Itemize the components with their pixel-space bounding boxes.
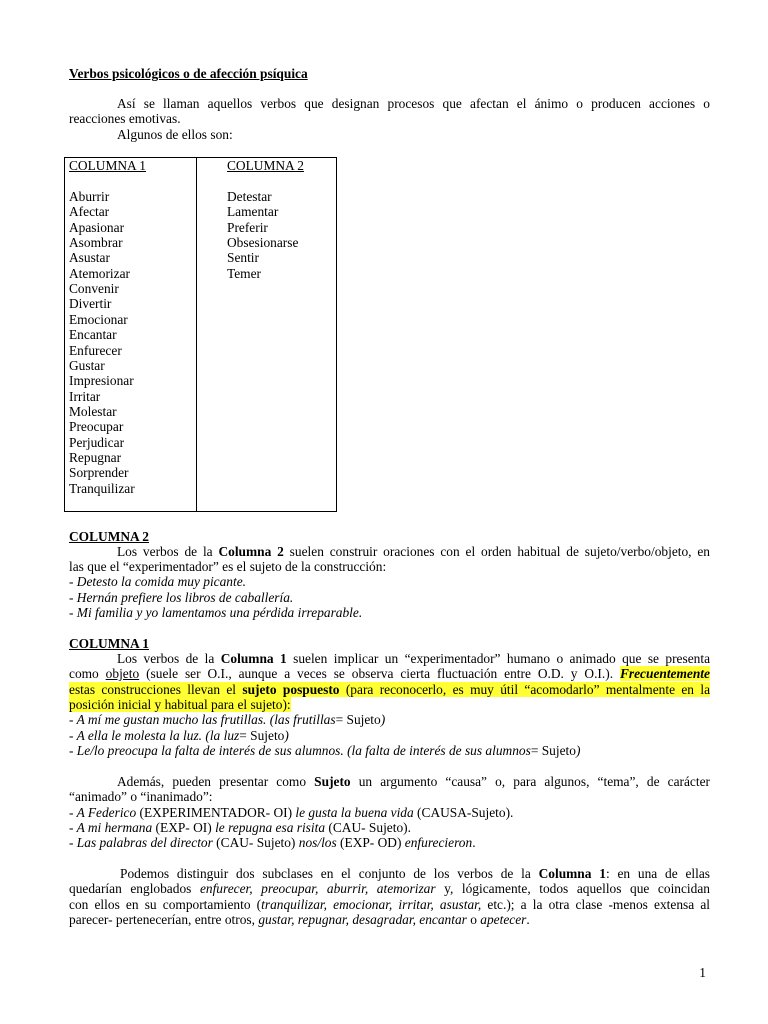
section-columna2-heading: COLUMNA 2 <box>69 529 149 544</box>
section-columna2-example: - Mi familia y yo lamentamos una pérdida irreparable. <box>69 605 363 620</box>
verb-item: Encantar <box>69 327 117 343</box>
verb-item: Detestar <box>227 189 272 204</box>
causa-example: - A mi hermana (EXP- OI) le repugna esa risita (CAU- Sujeto). <box>69 820 411 835</box>
verb-item: Aburrir <box>69 189 110 204</box>
verb-item: Sentir <box>227 250 259 266</box>
section-columna1-example: - Le/lo preocupa la falta de interés de sus alumnos. (la falta de interés de sus alumnos= Sujeto) <box>69 743 581 758</box>
verb-item: Asombrar <box>69 235 123 251</box>
verb-item: Temer <box>227 265 262 281</box>
verb-item: Lamentar <box>227 204 279 220</box>
verb-item: Perjudicar <box>69 434 125 450</box>
section-columna2-example: - Detesto la comida muy picante. <box>69 574 247 589</box>
verb-item: Apasionar <box>69 219 125 235</box>
intro-paragraph-line1: Así se llaman aquellos verbos que designan procesos que afectan el ánimo o producen acciones o <box>117 96 710 111</box>
section-columna1-heading: COLUMNA 1 <box>69 636 149 651</box>
intro-list-lead: Algunos de ellos son: <box>117 127 233 142</box>
verb-item: Sorprender <box>69 465 129 481</box>
causa-example: - Las palabras del director (CAU- Sujeto) nos/los (EXP- OD) enfurecieron. <box>69 835 476 850</box>
verb-item: Asustar <box>69 250 110 266</box>
verb-item: Divertir <box>69 296 112 312</box>
section-columna1-example: - A mí me gustan mucho las frutillas. (las frutillas= Sujeto) <box>69 712 386 727</box>
verb-item: Obsesionarse <box>227 235 299 251</box>
subclases-paragraph-line3: con ellos en su comportamiento (tranquilizar, emocionar, irritar, asustar, etc.); a la otra clase -menos extensa al <box>69 897 710 912</box>
verb-item: Gustar <box>69 357 105 373</box>
section-columna1-example: - A ella le molesta la luz. (la luz= Sujeto) <box>69 728 289 743</box>
intro-paragraph-line2: reacciones emotivas. <box>69 111 181 126</box>
verb-item: Preferir <box>227 219 268 235</box>
verb-item: Repugnar <box>69 449 122 465</box>
section-columna1-line3: estas construcciones llevan el sujeto pospuesto (para reconocerlo, es muy útil “acomodarlo” mentalmente en la <box>69 682 711 697</box>
verb-item: Impresionar <box>69 373 134 389</box>
table-col2-header: COLUMNA 2 <box>227 158 305 173</box>
verb-item: Afectar <box>69 204 110 220</box>
page-number: 1 <box>699 965 706 980</box>
section-columna2-example: - Hernán prefiere los libros de caballería. <box>69 590 294 605</box>
verb-item: Convenir <box>69 281 119 297</box>
verb-item: Tranquilizar <box>69 480 135 496</box>
section-columna1-line1: Los verbos de la Columna 1 suelen implicar un “experimentador” humano o animado que se presenta <box>117 651 711 666</box>
subclases-paragraph-line1: Podemos distinguir dos subclases en el conjunto de los verbos de la Columna 1: en una de ellas <box>120 866 710 881</box>
verb-item: Enfurecer <box>69 342 122 358</box>
causa-paragraph-line1: Además, pueden presentar como Sujeto un argumento “causa” o, para algunos, “tema”, de carácter <box>117 774 710 789</box>
subclases-paragraph-line4: parecer- pertenecerían, entre otros, gustar, repugnar, desagradar, encantar o apetecer. <box>69 912 530 927</box>
section-columna1-line2: como objeto (suele ser O.I., aunque a veces se observa cierta fluctuación entre O.D. y O.I.). Frecuentemente <box>69 666 710 681</box>
section-columna1-line4: posición inicial y habitual para el sujeto): <box>69 697 291 712</box>
document-title: Verbos psicológicos o de afección psíquica <box>69 66 308 81</box>
verb-item: Emocionar <box>69 311 128 327</box>
table-col1-header: COLUMNA 1 <box>69 158 147 173</box>
causa-example: - A Federico (EXPERIMENTADOR- OI) le gusta la buena vida (CAUSA-Sujeto). <box>69 805 514 820</box>
verb-item: Molestar <box>69 403 117 419</box>
verb-item: Preocupar <box>69 419 124 435</box>
verbs-table-divider <box>196 157 197 512</box>
subclases-paragraph-line2: quedarían englobados enfurecer, preocupar, aburrir, atemorizar y, lógicamente, todos aquellos que coincidan <box>69 881 710 896</box>
section-columna2-line2: las que el “experimentador” es el sujeto de la construcción: <box>69 559 387 574</box>
verb-item: Irritar <box>69 388 101 404</box>
section-columna2-line1: Los verbos de la Columna 2 suelen construir oraciones con el orden habitual de sujeto/verbo/objeto, en <box>117 544 711 559</box>
verb-item: Atemorizar <box>69 265 130 281</box>
causa-paragraph-line2: “animado” o “inanimado”: <box>69 789 213 804</box>
